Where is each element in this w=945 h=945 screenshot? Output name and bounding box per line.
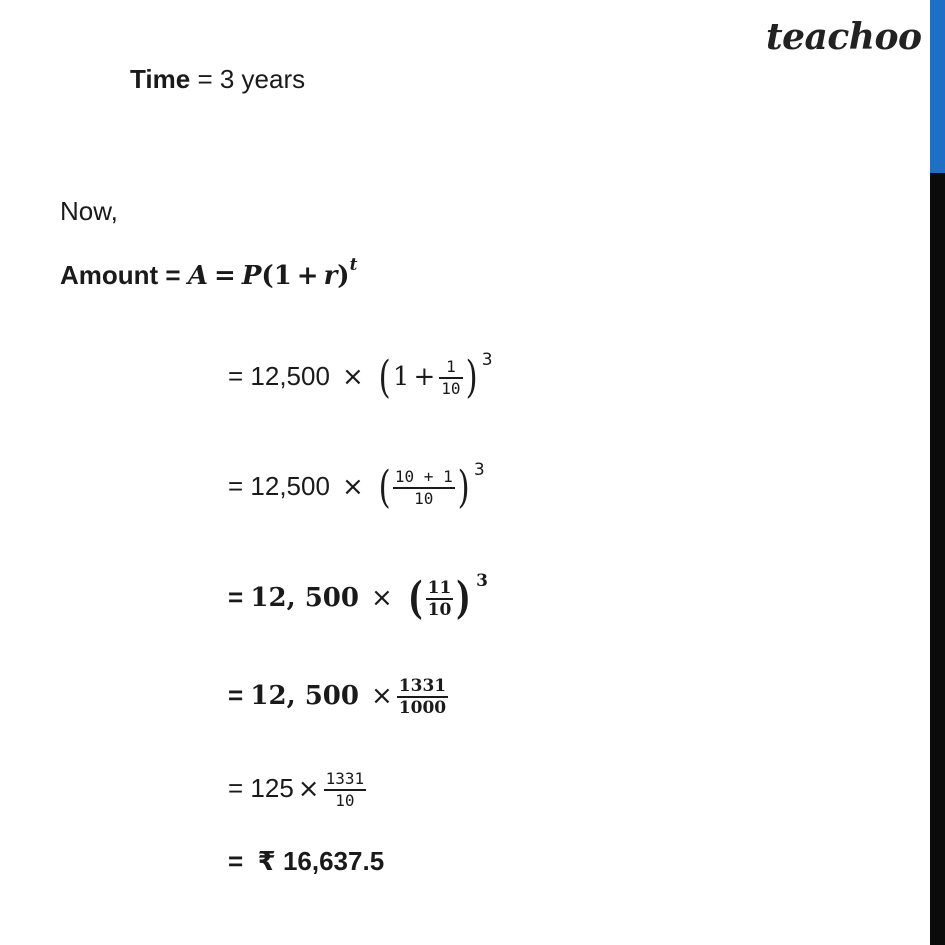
- step5-num: 1331: [325, 769, 365, 789]
- step3-num: 11: [427, 578, 452, 599]
- step3-eq: =: [228, 582, 251, 612]
- step2-rparen: ): [457, 462, 470, 514]
- step4-num: 1331: [398, 676, 447, 697]
- step4-times: ×: [370, 681, 393, 711]
- formula-P: P: [241, 261, 262, 291]
- formula-plus: +: [296, 261, 319, 291]
- step5-times: ×: [297, 774, 320, 804]
- step1-den: 10: [441, 378, 461, 398]
- step5-fraction: [324, 769, 367, 811]
- step2-num: 10 + 1: [394, 467, 453, 487]
- step2-den: 10: [414, 488, 434, 508]
- formula-one: 1: [273, 261, 292, 291]
- now-text: Now,: [60, 196, 118, 226]
- formula-eq: =: [214, 261, 236, 291]
- step3-exponent: 3: [476, 571, 488, 591]
- formula-close: ): [337, 261, 350, 291]
- formula-A: A: [187, 261, 209, 291]
- formula-t: t: [349, 255, 358, 275]
- step2-value: = 12,500: [228, 471, 330, 501]
- step3-fraction: [426, 578, 454, 620]
- formula-open: (: [261, 261, 274, 291]
- step1-exponent: 3: [481, 350, 493, 370]
- step-5: [228, 758, 366, 819]
- step1-rparen: ): [465, 352, 478, 404]
- time-line: [130, 64, 305, 94]
- step4-eq: =: [228, 680, 251, 710]
- step3-times: ×: [370, 583, 393, 613]
- step3-den: 10: [427, 599, 452, 620]
- step4-value: 12, 500: [250, 681, 359, 711]
- step1-plus: +: [413, 362, 436, 392]
- step1-one: 1: [392, 362, 410, 392]
- step1-fraction: [439, 357, 462, 399]
- step4-fraction: [397, 676, 448, 718]
- step5-den: 10: [335, 790, 355, 810]
- step2-fraction: [393, 467, 455, 509]
- step-1: [228, 346, 493, 410]
- step2-lparen: (: [378, 462, 391, 514]
- step1-lparen: (: [378, 352, 391, 404]
- step3-rparen: ): [456, 573, 471, 625]
- step2-times: ×: [341, 472, 364, 502]
- step-4: [228, 665, 448, 726]
- time-label: Time: [130, 64, 191, 94]
- teachoo-logo: teachoo: [766, 16, 922, 58]
- step-2: [228, 456, 485, 520]
- step1-times: ×: [341, 362, 364, 392]
- step4-den: 1000: [398, 697, 447, 718]
- formula-r: r: [323, 261, 338, 291]
- sidebar-accent-dark: [930, 173, 945, 945]
- formula-label: Amount =: [60, 260, 188, 290]
- step2-exponent: 3: [473, 460, 485, 480]
- step-3: [228, 567, 488, 631]
- final-result: = ₹ 16,637.5: [228, 846, 385, 876]
- formula-line: [60, 255, 358, 294]
- step1-value: = 12,500: [228, 361, 330, 391]
- step5-value: = 125: [228, 773, 294, 803]
- sidebar-accent-blue: [930, 0, 945, 173]
- time-value: = 3 years: [197, 64, 306, 94]
- step1-num: 1: [446, 357, 456, 377]
- step3-lparen: (: [407, 573, 423, 625]
- step3-value: 12, 500: [250, 583, 359, 613]
